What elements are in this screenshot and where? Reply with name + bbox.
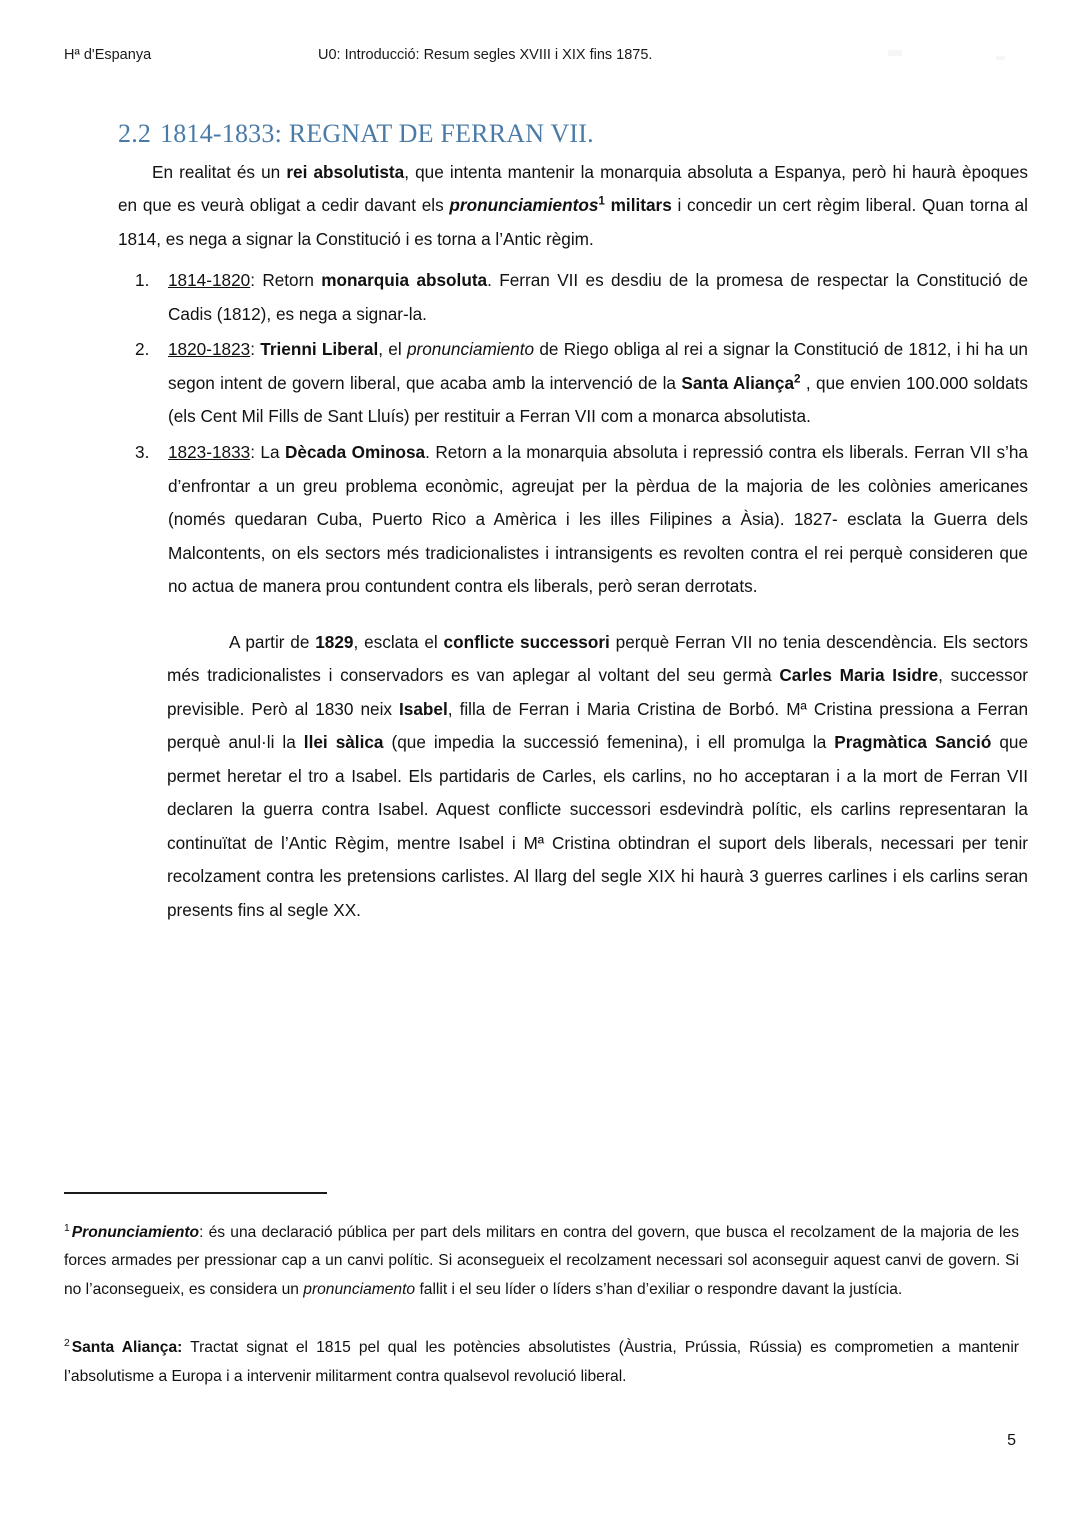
header-center-text: U0: Introducció: Resum segles XVIII i XIX fins 1875. [318, 47, 653, 63]
succ-bold-isabel: Isabel [399, 698, 448, 719]
footnote-1 [64, 1219, 1019, 1304]
footnote-1-run-1: : és una declaració pública per part dels militars en contra del govern, que busca el recolzament de la majoria de les forces armades per pressionar cap a un canvi polític. Si aconsegueix el recolzament necessari sol aconseguir aquest canvi de govern. Si no l’aconsegueix, es considera un [64, 1224, 1019, 1298]
item1-bold-monarquia-absoluta: monarquia absoluta [321, 270, 488, 291]
item3-run-1: : La [250, 441, 285, 462]
section-number: 2.2 [118, 119, 152, 148]
item2-italic-pronunciamiento: pronunciamiento [406, 339, 535, 360]
intro-run-3: i concedir un cert règim liberal. Quan torna al 1814, es nega a signar la Constitució i es torna a l’Antic règim. [118, 195, 1028, 249]
succ-run-5: , filla de Ferran i Maria Cristina de Borbó. Mª Cristina pressiona a Ferran perquè anul·li la [167, 698, 1028, 753]
footnote-2 [64, 1334, 1019, 1391]
running-header [64, 44, 1016, 66]
list-item [118, 436, 1028, 604]
succ-bold-llei-salica: llei sàlica [303, 732, 384, 753]
main-content [118, 118, 1028, 927]
footnote-1-term: Pronunciamiento [71, 1224, 200, 1241]
list-item [118, 264, 1028, 331]
footnote-1-italic-pronunciamento: pronunciamento [303, 1280, 416, 1298]
intro-bold-rei-absolutista: rei absolutista [286, 161, 405, 182]
list-item [118, 333, 1028, 434]
succ-bold-pragmatica-sancio: Pragmàtica Sanció [834, 732, 992, 753]
item3-run-2: . Retorn a la monarquia absoluta i repressió contra els liberals. Ferran VII s’ha d’enfrontar a un greu problema econòmic, agreujat per la pèrdua de la majoria de les colònies americanes (només quedaran Cuba, Puerto Rico a Amèrica i les illes Filipines a Àsia). 1827- esclata la Guerra dels Malcontents, on els sectors més tradicionalistes i intransigents es revolten contra el rei perquè consideren que no actua de manera prou contundent contra els liberals, però seran derrotats. [168, 441, 1028, 597]
item2-bold-trienni-liberal: Trienni Liberal [260, 339, 379, 360]
footnote-ref-2[interactable]: 2 [794, 372, 801, 386]
succ-run-1: A partir de [229, 631, 316, 652]
page-number: 5 [1007, 1432, 1016, 1449]
footnote-ref-1[interactable]: 1 [598, 194, 605, 208]
intro-run-2: , que intenta mantenir la monarquia absoluta a Espanya, però hi haurà èpoques en que es veurà obligat a cedir davant els [118, 161, 1028, 216]
succ-bold-carles-maria-isidre: Carles Maria Isidre [779, 665, 939, 686]
footnote-2-run-1: Tractat signat el 1815 pel qual les potències absolutistes (Àustria, Prússia, Rússia) es comprometien a mantenir l’absolutisme a Europa i a intervenir militarment contra qualsevol revolució liberal. [64, 1339, 1019, 1385]
item1-run-2: . Ferran VII es desdiu de la promesa de respectar la Constitució de Cadis (1812), es nega a signar-la. [168, 270, 1028, 324]
item2-run-4: , que envien 100.000 soldats (els Cent Mil Fills de Sant Lluís) per restituir a Ferran VII com a monarca absolutista. [168, 372, 1028, 427]
intro-bolditalic-pronunciamientos: pronunciamientos [449, 195, 599, 216]
item2-bold-santa-alianca: Santa Aliança [681, 372, 795, 393]
item3-bold-decada-ominosa: Dècada Ominosa [284, 441, 426, 462]
intro-paragraph [118, 156, 1028, 257]
succ-bold-conflicte-successori: conflicte successori [443, 631, 610, 652]
section-heading-text: 1814-1833: REGNAT DE FERRAN VII. [160, 119, 594, 148]
footnotes-block [64, 1219, 1019, 1391]
intro-bold-militars: militars [604, 195, 672, 216]
succession-paragraph [118, 626, 1028, 928]
item2-run-3: de Riego obliga al rei a signar la Constitució de 1812, i hi ha un segon intent de govern liberal, que acaba amb la intervenció de la [168, 339, 1028, 393]
item1-run-1: : Retorn [250, 270, 322, 291]
intro-run-1: En realitat és un [152, 161, 287, 182]
header-left-text: Hª d'Espanya [64, 47, 152, 63]
succ-bold-1829: 1829 [315, 631, 354, 652]
item2-date-range: 1820-1823 [168, 339, 251, 360]
succ-run-3: perquè Ferran VII no tenia descendència. Els sectors més tradicionalistes i conservadors es van aplegar al voltant del seu germà [167, 631, 1029, 686]
succ-run-4: , successor previsible. Però al 1830 neix [167, 665, 1028, 719]
item3-date-range: 1823-1833 [168, 441, 251, 462]
footnote-1-run-2: fallit i el seu líder o líders s’han d’exiliar o respondre davant la justícia. [415, 1280, 903, 1298]
item1-date-range: 1814-1820 [168, 270, 251, 291]
succ-run-6: (que impedia la successió femenina), i ell promulga la [383, 732, 835, 753]
footnote-2-term: Santa Aliança: [71, 1339, 183, 1357]
footnote-1-marker: 1 [64, 1222, 70, 1234]
periods-list [118, 264, 1028, 603]
succ-run-7: que permet heretar el tro a Isabel. Els partidaris de Carles, els carlins, no ho acceptaran i a la mort de Ferran VII declaren la guerra contra Isabel. Aquest conflicte successori esdevindrà polític, els carlins representaran la continuïtat de l’Antic Règim, mentre Isabel i Mª Cristina obtindran el suport dels liberals, necessari per tenir recolzament contra les pretensions carlistes. Al llarg del segle XIX hi haurà 3 guerres carlines i els carlins seran presents fins al segle XX. [167, 732, 1029, 920]
item2-run-2: , el [378, 339, 407, 360]
footnote-2-marker: 2 [64, 1337, 70, 1349]
footnote-separator [64, 1192, 327, 1194]
item2-run-1: : [250, 339, 261, 360]
section-heading [118, 118, 1028, 150]
succ-run-2: , esclata el [353, 631, 444, 652]
